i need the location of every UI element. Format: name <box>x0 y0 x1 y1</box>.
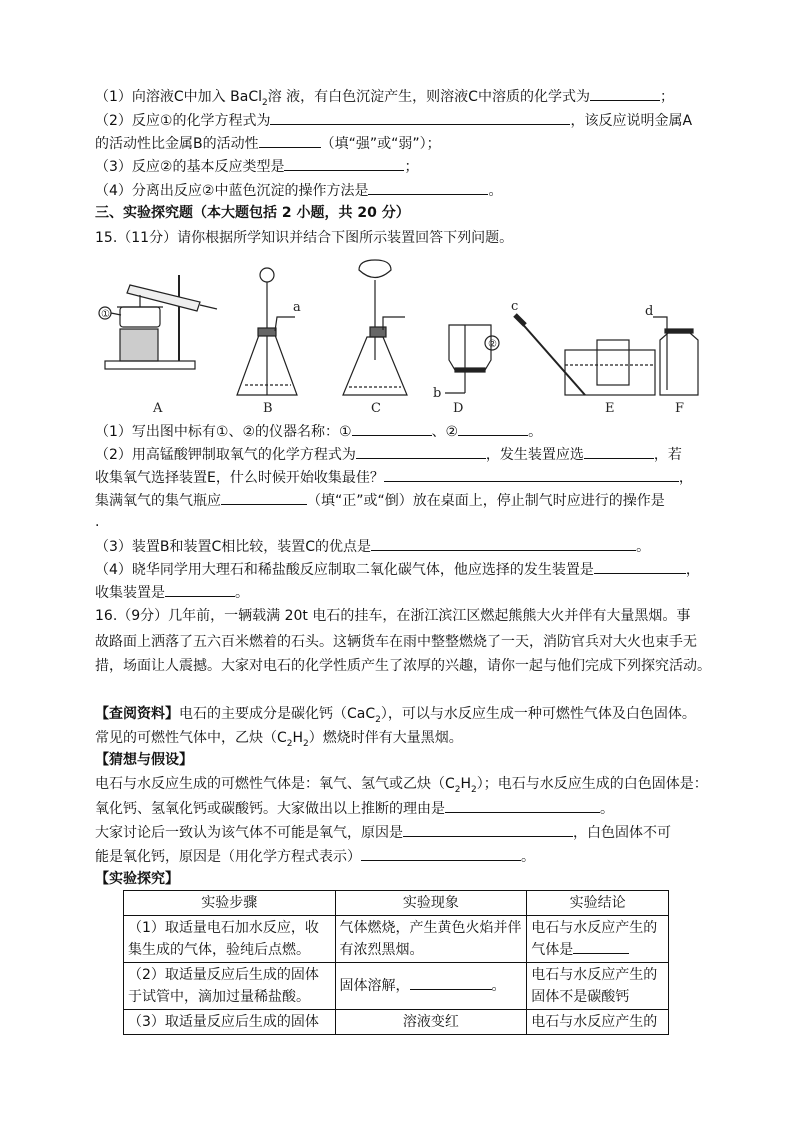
q15-line-2 <box>95 444 682 465</box>
q15-line-3 <box>95 467 693 488</box>
text: 收集氧气选择装置E，什么时候开始收集最佳？ <box>95 470 384 486</box>
text: （填“正”或“倒）放在桌面上，停止制气时应进行的操作是 <box>307 493 665 509</box>
text: 。 <box>235 585 249 601</box>
text: 收集装置是 <box>95 585 165 601</box>
table-header-row <box>124 891 669 916</box>
answer-blank[interactable] <box>410 975 492 990</box>
text: （1）向溶液C中加入 BaCl <box>95 89 262 105</box>
q15-line-7 <box>95 559 700 580</box>
apparatus-e <box>511 299 655 416</box>
q15-line-6 <box>95 536 650 557</box>
text: 。 <box>488 183 503 199</box>
answer-blank[interactable] <box>458 421 528 436</box>
answer-blank[interactable] <box>590 86 660 101</box>
table-cell: （2）取适量反应后生成的固体于试管中，滴加过量稀盐酸。 <box>124 963 336 1010</box>
q16-hyp-line-2 <box>95 798 614 819</box>
label-b-upper: B <box>263 401 273 416</box>
table-cell: （1）取适量电石加水反应，收集生成的气体，验纯后点燃。 <box>124 916 336 963</box>
text: 、② <box>431 424 459 440</box>
label-b: b <box>433 386 442 401</box>
text: ， <box>678 470 693 486</box>
answer-blank[interactable] <box>361 846 521 861</box>
table-cell <box>335 963 527 1010</box>
q16-research-line-1 <box>95 704 696 730</box>
label-e-upper: E <box>605 401 615 416</box>
text: 。 <box>600 801 614 817</box>
text: ，发生装置应选 <box>485 447 584 463</box>
table-cell: 电石与水反应产生的固体不是碳酸钙 <box>527 963 669 1010</box>
answer-blank[interactable] <box>259 133 321 148</box>
apparatus-a <box>99 275 217 416</box>
text: 集满氧气的集气瓶应 <box>95 493 221 509</box>
subscript: 2 <box>261 97 268 108</box>
text: 。 <box>521 849 535 865</box>
answer-blank[interactable] <box>356 444 486 459</box>
text: ； <box>404 159 419 175</box>
text: （2）用高锰酸钾制取氧气的化学方程式为 <box>95 447 356 463</box>
table-row <box>124 916 669 963</box>
table-cell: 溶液变红 <box>335 1010 527 1035</box>
subscript: 2 <box>471 784 477 795</box>
text: 常见的可燃性气体中，乙炔（C <box>95 730 287 746</box>
table-row <box>124 1010 669 1035</box>
q16-hyp-line-4 <box>95 846 535 867</box>
answer-blank[interactable] <box>445 798 600 813</box>
text: H <box>292 730 304 746</box>
label-a-upper: A <box>153 401 163 416</box>
heading-research: 【查阅资料】 <box>95 706 179 722</box>
answer-blank[interactable] <box>573 939 629 954</box>
text: ； <box>659 89 674 105</box>
text: 氧化钙、氢氧化钙或碳酸钙。大家做出以上推断的理由是 <box>95 801 445 817</box>
q15-line-5: . <box>95 514 100 530</box>
label-f-upper: F <box>675 401 685 416</box>
answer-blank[interactable] <box>371 536 636 551</box>
text: （2）反应①的化学方程式为 <box>95 113 271 129</box>
answer-blank[interactable] <box>594 559 686 574</box>
label-d: d <box>645 304 654 319</box>
label-c-upper: C <box>371 401 381 416</box>
table-cell: （3）取适量反应后生成的固体 <box>124 1010 336 1035</box>
q14-line-1 <box>95 86 674 113</box>
text: 。 <box>491 978 506 994</box>
table-row <box>124 963 669 1010</box>
subscript: 2 <box>303 738 309 749</box>
text: 电石与水反应生成的可燃性气体是：氧气、氢气或乙炔（C <box>95 776 455 792</box>
text: 电石的主要成分是碳化钙（CaC <box>179 706 376 722</box>
text: 电石与水反应产生的气体是 <box>531 920 658 958</box>
table-header: 实验现象 <box>335 891 527 916</box>
q14-line-4 <box>95 156 418 177</box>
label-d-upper: D <box>453 401 464 416</box>
table-header: 实验结论 <box>527 891 669 916</box>
q16-hyp-line-3 <box>95 822 671 843</box>
answer-blank[interactable] <box>165 582 235 597</box>
apparatus-b <box>237 268 301 416</box>
table-header: 实验步骤 <box>124 891 336 916</box>
text: 能是氧化钙，原因是（用化学方程式表示） <box>95 849 361 865</box>
q14-line-3 <box>95 133 441 154</box>
text: H <box>460 776 472 792</box>
heading-hypothesis: 【猜想与假设】 <box>95 752 193 768</box>
answer-blank[interactable] <box>384 467 679 482</box>
apparatus-figure <box>95 255 705 420</box>
q14-line-5 <box>95 180 502 201</box>
text: （1）写出图中标有①、②的仪器名称：① <box>95 424 352 440</box>
text: ），可以与水反应生成一种可燃性气体及白色固体。 <box>380 706 696 722</box>
label-1: ① <box>101 309 110 320</box>
text: ， <box>685 562 700 578</box>
q16-para-3: 措，场面让人震撼。大家对电石的化学性质产生了浓厚的兴趣，请你一起与他们完成下列探究活动。 <box>95 658 711 674</box>
text: （4）晓华同学用大理石和稀盐酸反应制取二氧化碳气体，他应选择的发生装置是 <box>95 562 594 578</box>
q15-line-4 <box>95 490 665 511</box>
text: 溶 液，有白色沉淀产生，则溶液C中溶质的化学式为 <box>267 89 590 105</box>
subscript: 2 <box>375 714 381 725</box>
q15-intro: 15.（11分）请你根据所学知识并结合下图所示装置回答下列问题。 <box>95 230 514 246</box>
answer-blank[interactable] <box>403 822 573 837</box>
answer-blank[interactable] <box>352 421 432 436</box>
q15-line-8 <box>95 582 249 603</box>
heading-experiment: 【实验探究】 <box>95 871 179 887</box>
text: （填“强”或“弱”）； <box>320 136 441 152</box>
answer-blank[interactable] <box>368 180 488 195</box>
subscript: 2 <box>454 784 461 795</box>
apparatus-c <box>343 260 407 416</box>
q16-hyp-line-1 <box>95 774 708 800</box>
text: 大家讨论后一致认为该气体不可能是氧气，原因是 <box>95 825 403 841</box>
text: （4）分离出反应②中蓝色沉淀的操作方法是 <box>95 183 369 199</box>
answer-blank[interactable] <box>270 110 570 125</box>
answer-blank[interactable] <box>284 156 404 171</box>
text: （3）装置B和装置C相比较，装置C的优点是 <box>95 539 372 555</box>
label-2: ② <box>488 339 497 350</box>
q16-para-2: 故路面上洒落了五六百米燃着的石头。这辆货车在雨中整整燃烧了一天，消防官兵对大火也束手无 <box>95 634 697 650</box>
subscript: 2 <box>286 738 293 749</box>
apparatus-d <box>433 325 499 416</box>
label-c: c <box>511 299 519 314</box>
label-a: a <box>293 300 301 315</box>
table-cell: 气体燃烧，产生黄色火焰并伴有浓烈黑烟。 <box>335 916 527 963</box>
text: ，该反应说明金属A <box>570 113 693 129</box>
table-cell: 电石与水反应产生的 <box>527 1010 669 1035</box>
answer-blank[interactable] <box>221 490 307 505</box>
section-3-heading: 三、实验探究题（本大题包括 2 小题，共 20 分） <box>95 205 410 221</box>
text: ）燃烧时伴有大量黑烟。 <box>308 730 463 746</box>
text: ，白色固体不可 <box>573 825 671 841</box>
text: ）；电石与水反应生成的白色固体是： <box>476 776 708 792</box>
q14-line-2 <box>95 110 692 131</box>
text: 固体溶解， <box>339 978 410 994</box>
q15-line-1 <box>95 421 542 442</box>
experiment-table <box>123 890 669 1035</box>
text: 。 <box>528 424 543 440</box>
q16-para-1: 16.（9分）几年前，一辆载满 20t 电石的挂车，在浙江滨江区燃起熊熊大火并伴有大量黑烟。事 <box>95 608 691 624</box>
table-cell <box>527 916 669 963</box>
apparatus-f <box>645 304 698 416</box>
text: ，若 <box>653 447 682 463</box>
text: 的活动性比金属B的活动性 <box>95 136 259 152</box>
text: 。 <box>636 539 651 555</box>
text: （3）反应②的基本反应类型是 <box>95 159 285 175</box>
answer-blank[interactable] <box>584 444 654 459</box>
